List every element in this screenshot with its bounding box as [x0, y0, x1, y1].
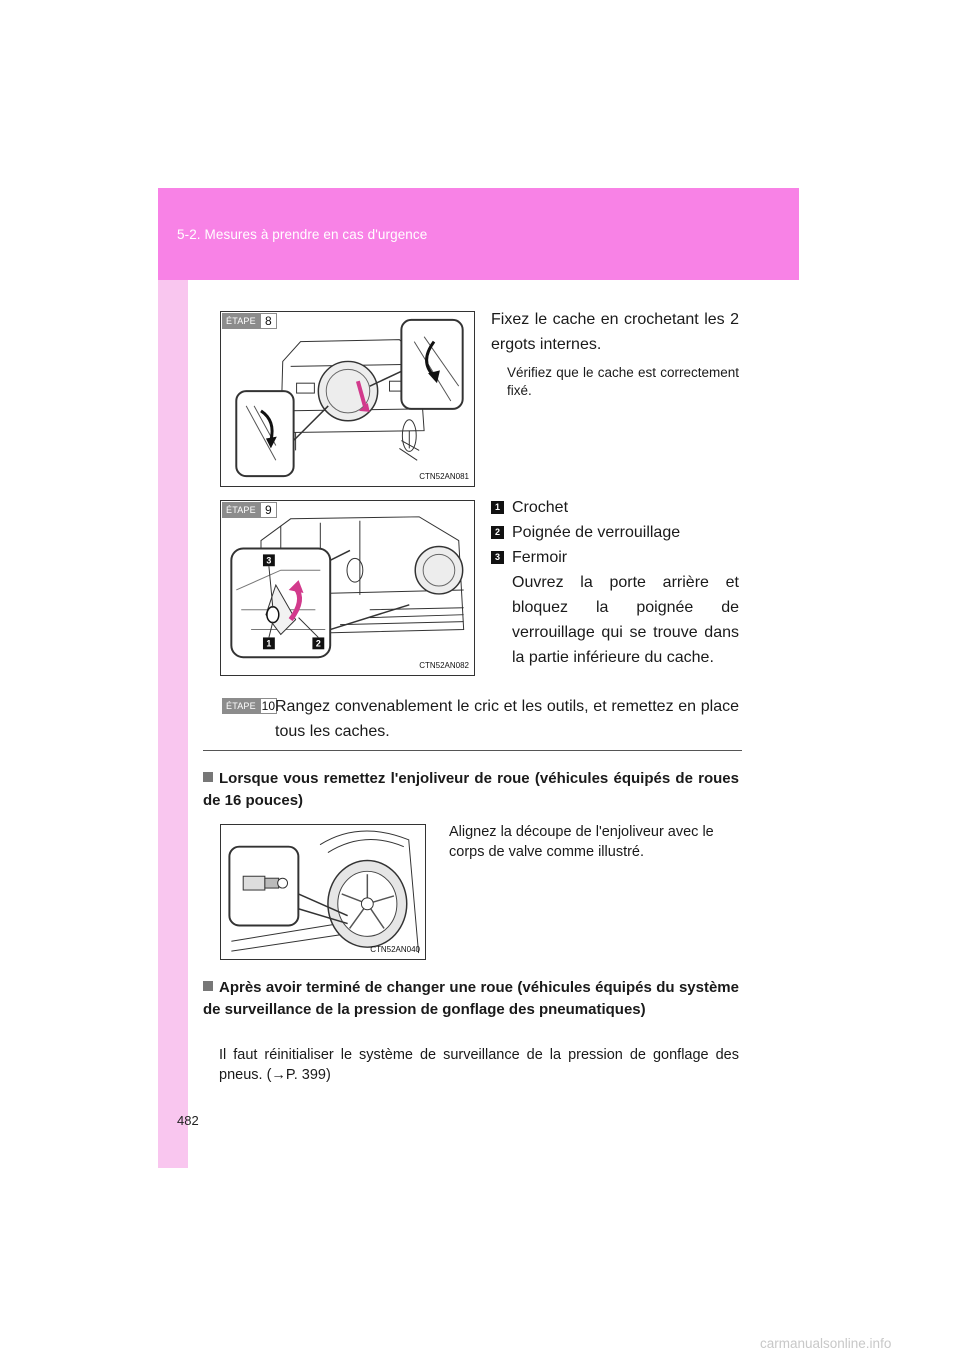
square-bullet-icon [203, 772, 213, 782]
section-title-wheel-cover [203, 768, 739, 812]
page-number: 482 [177, 1113, 199, 1128]
list-item-label: Fermoir [512, 549, 568, 566]
step-badge-10 [222, 698, 277, 714]
step-label: ÉTAPE [222, 502, 260, 518]
list-item-fermoir [491, 548, 567, 568]
step-label: ÉTAPE [222, 313, 260, 329]
figure-code: CTN52AN040 [370, 945, 420, 954]
figure-code: CTN52AN081 [419, 472, 469, 481]
wheel-cover-illustration [221, 825, 425, 959]
step-10-text: Rangez convenablement le cric et les outils, et remettez en place tous les caches. [275, 698, 739, 740]
step-number: 8 [260, 313, 277, 329]
step-badge-8 [222, 313, 277, 329]
car-rear-cover-illustration [221, 312, 474, 486]
section-header: 5-2. Mesures à prendre en cas d'urgence [177, 227, 428, 242]
section-title-text: Après avoir terminé de changer une roue (véhicules équipés du système de surveillance de la pression de gonflage des pneumatiques) [203, 979, 739, 1018]
step-8-note: Vérifiez que le cache est correctement fixé. [507, 365, 739, 398]
svg-text:3: 3 [266, 555, 272, 566]
step-number: 10 [261, 699, 276, 713]
section-title-text: Lorsque vous remettez l'enjoliveur de roue (véhicules équipés de roues de 16 pouces) [203, 770, 739, 809]
svg-text:2: 2 [315, 638, 321, 649]
list-item-poignee [491, 523, 680, 543]
step-number: 9 [260, 502, 277, 518]
section-title-tpms [203, 977, 739, 1021]
square-bullet-icon [203, 981, 213, 991]
figure-step-9 [220, 500, 475, 676]
watermark: carmanualsonline.info [760, 1336, 892, 1351]
list-item-label: Crochet [512, 499, 569, 516]
list-item-crochet [491, 498, 568, 518]
tpms-text: Il faut réinitialiser le système de surveillance de la pression de gonflage des pneus. (→P. 399) [219, 1047, 739, 1083]
figure-code: CTN52AN082 [419, 661, 469, 670]
figure-wheel-cover [220, 824, 426, 960]
car-lock-handle-illustration [221, 501, 474, 675]
step-8-text: Fixez le cache en crochetant les 2 ergots internes. [491, 311, 739, 353]
step-9-text: Ouvrez la porte arrière et bloquez la poignée de verrouillage qui se trouve dans la partie inférieure du cache. [512, 574, 739, 666]
wheel-cover-text: Alignez la découpe de l'enjoliveur avec le corps de valve comme illustré. [449, 824, 714, 860]
number-badge: 1 [491, 501, 504, 514]
number-badge: 3 [491, 551, 504, 564]
list-item-label: Poignée de verrouillage [512, 524, 681, 541]
step-badge-9 [222, 502, 277, 518]
svg-text:1: 1 [266, 638, 272, 649]
side-band [158, 188, 188, 1168]
step-label: ÉTAPE [222, 698, 260, 714]
figure-step-8 [220, 311, 475, 487]
divider [203, 750, 742, 751]
number-badge: 2 [491, 526, 504, 539]
